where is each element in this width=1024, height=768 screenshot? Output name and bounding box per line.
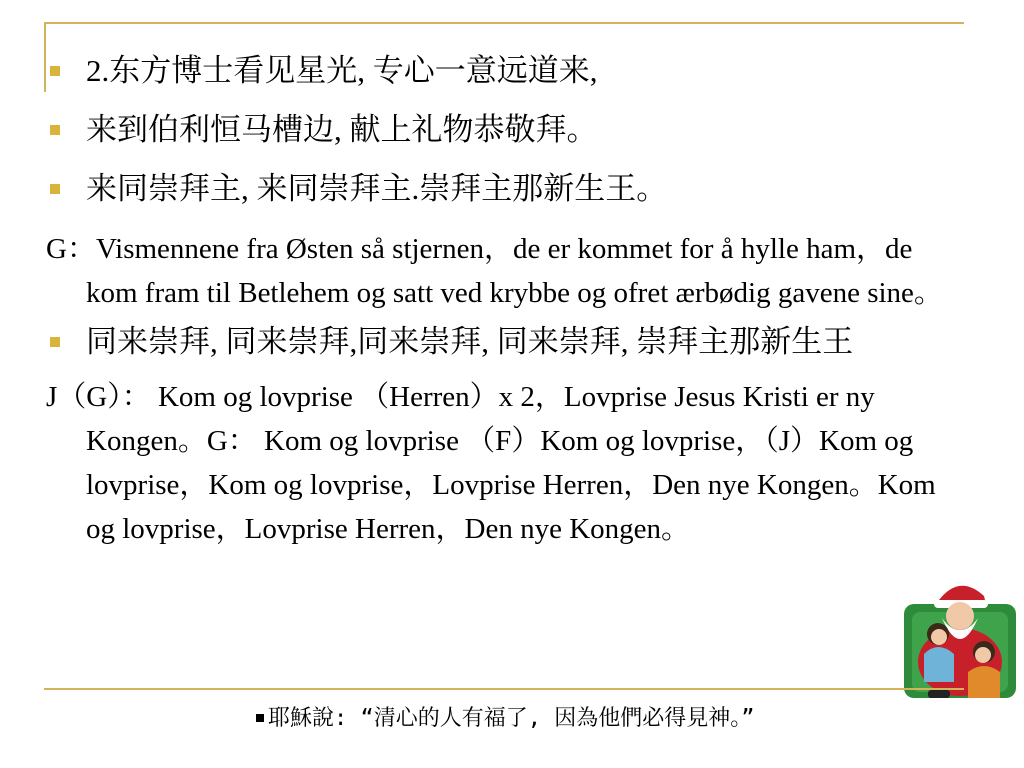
bullet-text-3: 来同崇拜主, 来同崇拜主.崇拜主那新生王。: [86, 171, 668, 206]
bullet-text-4: 同来崇拜, 同来崇拜,同来崇拜, 同来崇拜, 崇拜主那新生王: [86, 324, 854, 359]
square-bullet-icon: [50, 337, 60, 347]
bullet-item-1: [46, 50, 966, 92]
child-right: [968, 666, 1000, 698]
square-bullet-icon: [50, 125, 60, 135]
child-left: [924, 647, 954, 682]
bullet-item-2: [46, 109, 966, 151]
footer-quote-text: 耶穌說: “清心的人有福了, 因為他們必得見神。”: [268, 706, 755, 731]
square-bullet-icon: [50, 66, 60, 76]
santa-with-children-illustration: [898, 574, 1022, 702]
footer-quote: [256, 704, 754, 734]
norwegian-paragraph-g: G：Vismennene fra Østen så stjernen，de er kommet for å hylle ham，de kom fram til Betlehem og satt ved krybbe og ofret ærbødig gavene sine。: [46, 233, 943, 309]
square-bullet-icon: [50, 184, 60, 194]
norwegian-paragraph-j: J（G）： Kom og lovprise （Herren）x 2，Lovprise Jesus Kristi er ny Kongen。G： Kom og lovprise （F）Kom og lovprise，（J）Kom og lovprise，Kom og lovprise，Lovprise Herren，Den nye Kongen。Kom og lovprise，Lovprise Herren，Den nye Kongen。: [46, 381, 936, 545]
bullet-text-1: 2.东方博士看见星光, 专心一意远道来,: [86, 53, 598, 88]
bullet-text-2: 来到伯利恒马槽边, 献上礼物恭敬拜。: [86, 112, 598, 147]
slide-content: [46, 50, 966, 557]
bottom-divider: [44, 688, 964, 690]
bullet-item-4: [46, 321, 966, 363]
bullet-item-3: [46, 168, 966, 210]
top-divider: [44, 22, 964, 24]
footer-bullet-icon: [256, 714, 264, 722]
